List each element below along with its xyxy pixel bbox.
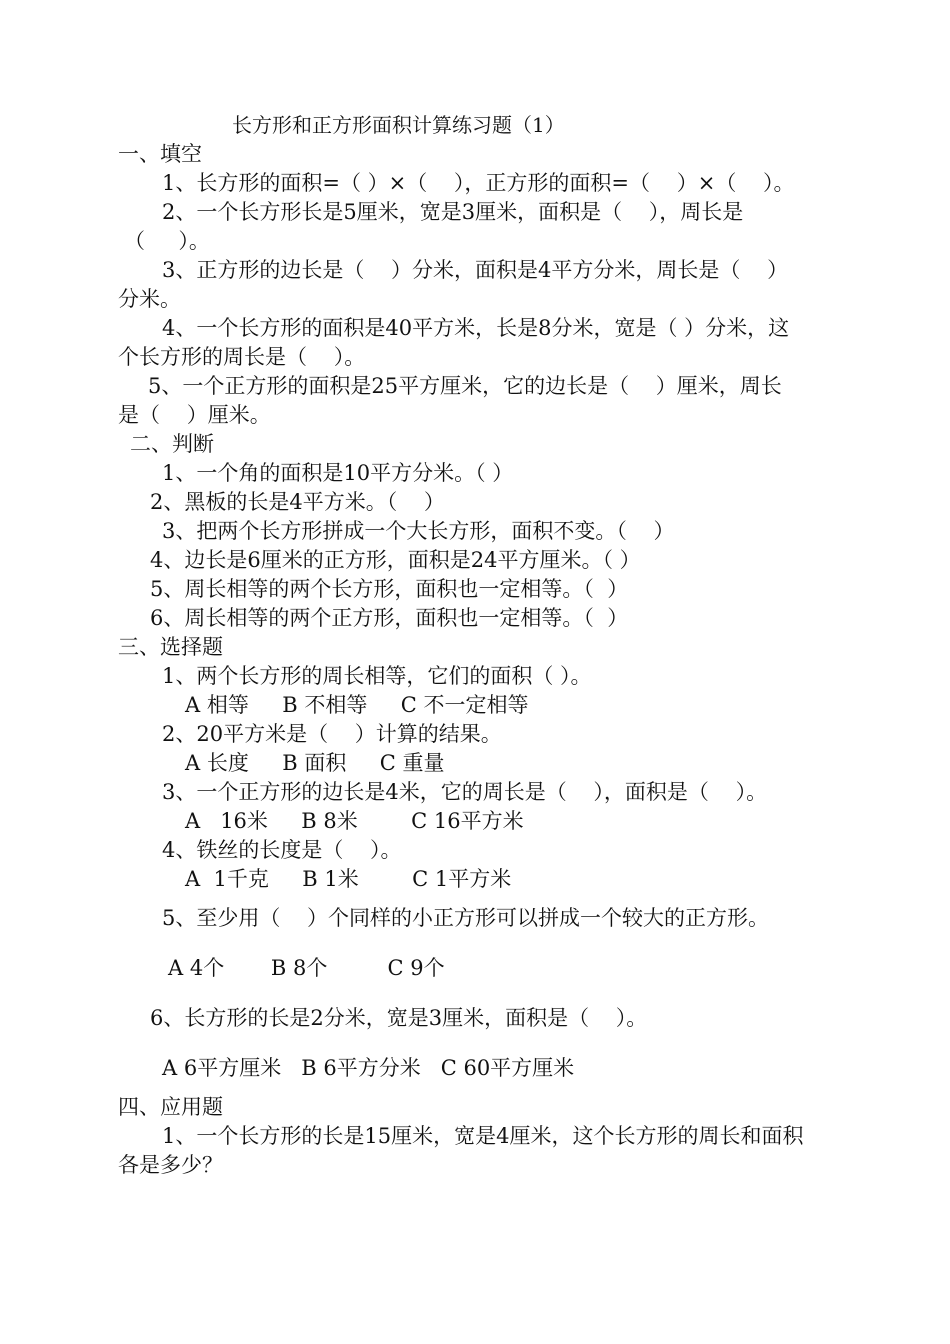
choice-question-6: 6、长方形的长是2分米，宽是3厘米，面积是（ ）。	[150, 1006, 648, 1030]
fill-question-2-cont: （ ）。	[124, 229, 210, 253]
choice-question-2: 2、20平方米是（ ）计算的结果。	[162, 722, 502, 746]
choice-question-3: 3、一个正方形的边长是4米，它的周长是（ ），面积是（ ）。	[162, 780, 768, 804]
fill-question-5-cont: 是（ ）厘米。	[118, 403, 271, 427]
choice-options-3: A 16米 B 8米 C 16平方米	[185, 809, 524, 833]
fill-question-5: 5、一个正方形的面积是25平方厘米，它的边长是（ ）厘米，周长	[148, 374, 782, 398]
fill-question-1: 1、长方形的面积=（ ）×（ ），正方形的面积=（ ）×（ ）。	[162, 171, 795, 195]
choice-options-1: A 相等 B 不相等 C 不一定相等	[185, 693, 529, 717]
choice-options-4: A 1千克 B 1米 C 1平方米	[185, 867, 512, 891]
fill-question-3: 3、正方形的边长是（ ）分米，面积是4平方分米，周长是（ ）	[162, 258, 789, 282]
judge-question-3: 3、把两个长方形拼成一个大长方形，面积不变。（ ）	[162, 519, 675, 543]
fill-question-4: 4、一个长方形的面积是40平方米，长是8分米，宽是（ ）分米，这	[162, 316, 790, 340]
apply-question-1-cont: 各是多少？	[118, 1153, 223, 1177]
choice-question-5: 5、至少用（ ）个同样的小正方形可以拼成一个较大的正方形。	[162, 906, 770, 930]
judge-question-6: 6、周长相等的两个正方形，面积也一定相等。（ ）	[150, 606, 629, 630]
fill-question-2: 2、一个长方形长是5厘米，宽是3厘米，面积是（ ），周长是	[162, 200, 744, 224]
section-apply-heading: 四、应用题	[118, 1095, 223, 1119]
judge-question-5: 5、周长相等的两个长方形，面积也一定相等。（ ）	[150, 577, 629, 601]
choice-question-1: 1、两个长方形的周长相等，它们的面积（ ）。	[162, 664, 592, 688]
section-judge-heading: 二、判断	[130, 432, 214, 456]
judge-question-4: 4、边长是6厘米的正方形，面积是24平方厘米。（ ）	[150, 548, 641, 572]
judge-question-1: 1、一个角的面积是10平方分米。（ ）	[162, 461, 514, 485]
choice-question-4: 4、铁丝的长度是（ ）。	[162, 838, 402, 862]
choice-options-5: A 4个 B 8个 C 9个	[168, 956, 445, 980]
page-title: 长方形和正方形面积计算练习题（1）	[232, 113, 565, 137]
choice-options-2: A 长度 B 面积 C 重量	[185, 751, 445, 775]
judge-question-2: 2、黑板的长是4平方米。（ ）	[150, 490, 445, 514]
section-choice-heading: 三、选择题	[118, 635, 223, 659]
fill-question-3-cont: 分米。	[118, 287, 181, 311]
choice-options-6: A 6平方厘米 B 6平方分米 C 60平方厘米	[162, 1056, 575, 1080]
apply-question-1: 1、一个长方形的长是15厘米，宽是4厘米，这个长方形的周长和面积	[162, 1124, 804, 1148]
section-fill-heading: 一、填空	[118, 142, 202, 166]
fill-question-4-cont: 个长方形的周长是（ ）。	[118, 345, 366, 369]
